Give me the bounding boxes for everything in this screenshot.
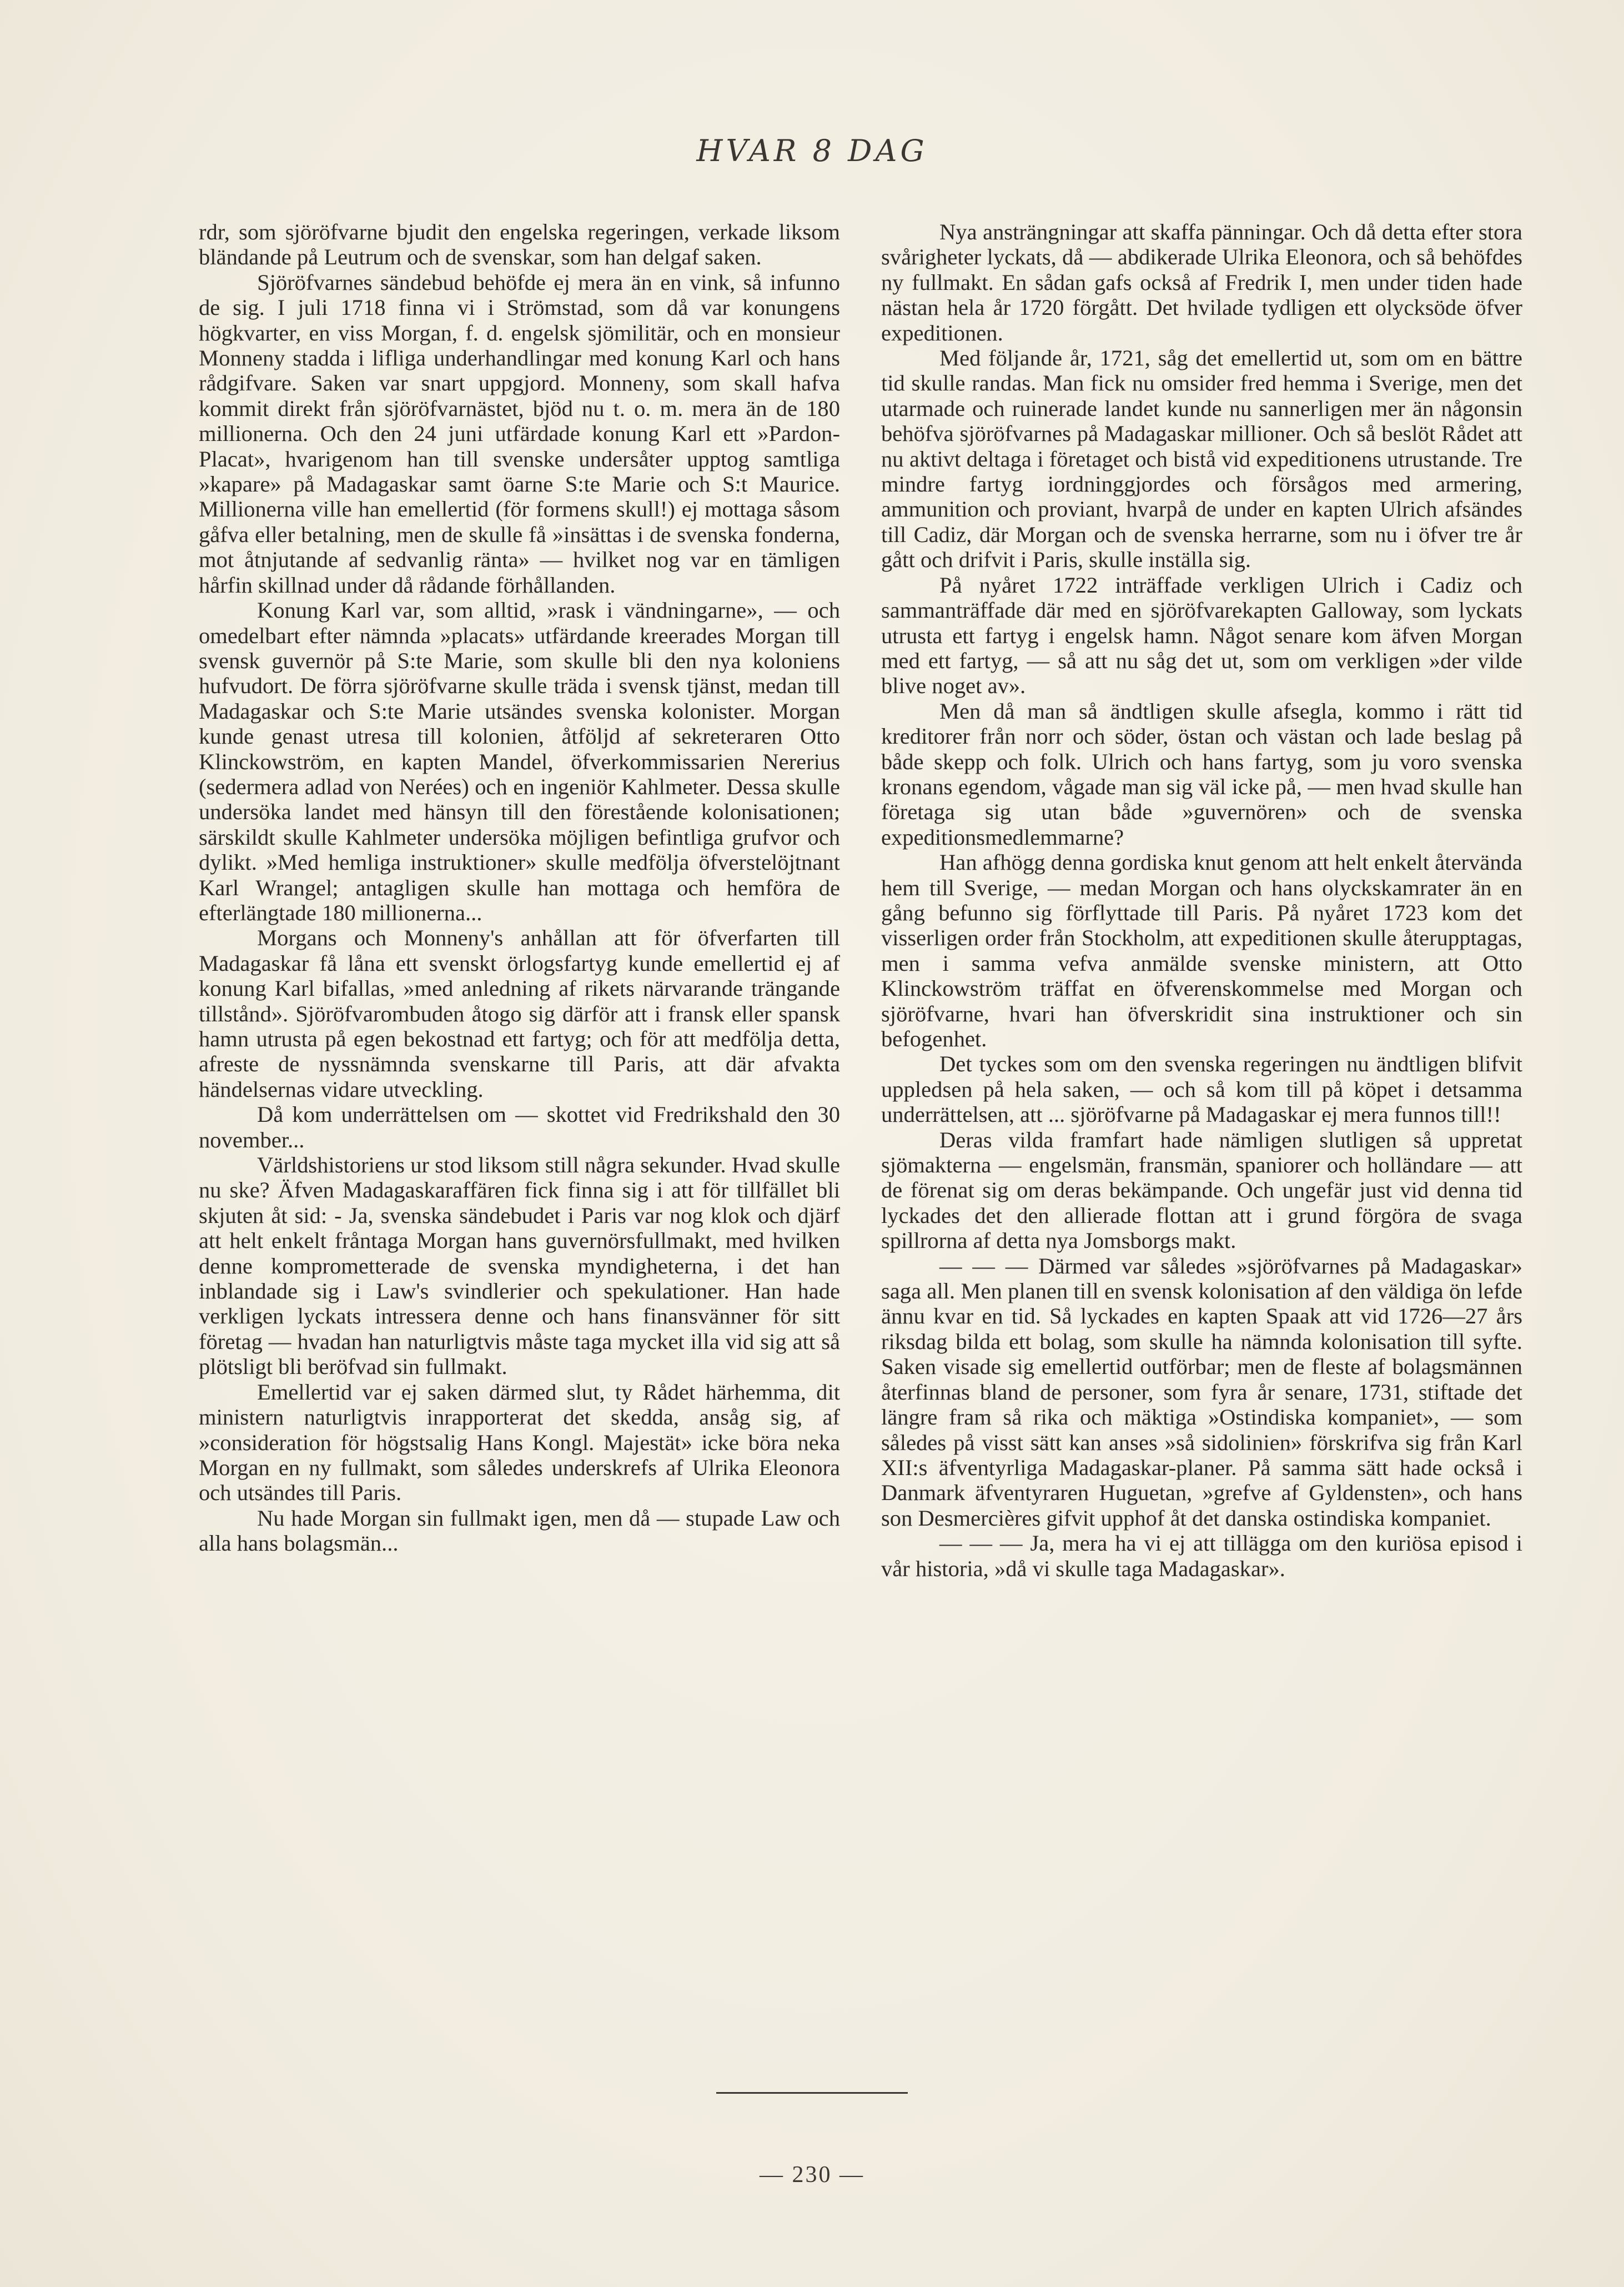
running-header: HVAR 8 DAG [696,133,928,168]
page-number: — 230 — [760,2162,864,2188]
paragraph: På nyåret 1722 inträffade verkligen Ulrich i Cadiz och sammanträffade där med en sjöröfvarekapten Galloway, som lyckats utrusta ett fartyg i engelsk hamn. Något senare kom äfven Morgan med ett fartyg, — så att nu såg det ut, som om verkligen »der vilde blive noget av». [881,572,1522,699]
right-column [881,219,1522,1581]
paragraph: Sjöröfvarnes sändebud behöfde ej mera än en vink, så infunno de sig. I juli 1718 finna vi i Strömstad, som då var konungens högkvarter, en viss Morgan, f. d. engelsk sjömilitär, och en monsieur Monneny stadda i lifliga underhandlingar med konung Karl och hans rådgifvare. Saken var snart uppgjord. Monneny, som skall hafva kommit direkt från sjöröfvarnästet, bjöd nu t. o. m. mera än de 180 millionerna. Och den 24 juni utfärdade konung Karl ett »Pardon-Placat», hvarigenom han till svenske undersåter upptog samtliga »kapare» på Madagaskar samt öarne S:te Marie och S:t Maurice. Millionerna ville han emellertid (för formens skull!) ej mottaga såsom gåfva eller betalning, men de skulle få »insättas i de svenska fonderna, mot åtnjutande af sedvanlig ränta» — hvilket nog var en tämligen hårfin skillnad under då rådande förhållanden. [199,269,840,598]
paragraph: Nya ansträngningar att skaffa pänningar. Och då detta efter stora svårigheter lyckats, då — abdikerade Ulrika Eleonora, och så behöfdes ny fullmakt. En sådan gafs också af Fredrik I, men under tiden hade nästan hela år 1720 förgått. Det hvilade tydligen ett olycksöde öfver expeditionen. [881,219,1522,345]
paragraph: Men då man så ändtligen skulle afsegla, kommo i rätt tid kreditorer från norr och söder, östan och västan och lade beslag på både skepp och folk. Ulrich och hans fartyg, som ju voro svenska kronans egendom, vågade man sig väl icke på, — men hvad skulle han företaga sig utan både »guvernören» och de svenska expeditionsmedlemmarne? [881,698,1522,850]
paragraph: Morgans och Monneny's anhållan att för öfverfarten till Madagaskar få låna ett svenskt örlogsfartyg kunde emellertid ej af konung Karl bifallas, »med anledning af rikets närvarande trängande tillstånd». Sjöröfvarombuden åtogo sig därför att i fransk eller spansk hamn utrusta på egen bekostnad ett fartyg; och för att medfölja detta, afreste de nyssnämnda svenskarne till Paris, att där afvakta händelsernas vidare utveckling. [199,925,840,1102]
paragraph: Det tyckes som om den svenska regeringen nu ändtligen blifvit uppledsen på hela saken, — och så kom till på köpet i detsamma underrättelsen, att ... sjöröfvarne på Madagaskar ej mera funnos till!! [881,1051,1522,1127]
paragraph: Emellertid var ej saken därmed slut, ty Rådet härhemma, dit ministern naturligtvis inrapporterat det skedda, ansåg sig, af »consideration för högstsalig Hans Kongl. Majestät» icke böra neka Morgan en ny fullmakt, som således underskrefs af Ulrika Eleonora och utsändes till Paris. [199,1379,840,1506]
paragraph: rdr, som sjöröfvarne bjudit den engelska regeringen, verkade liksom bländande på Leutrum och de svenskar, som han delgaf saken. [199,219,840,270]
paragraph: — — — Därmed var således »sjöröfvarnes på Madagaskar» saga all. Men planen till en svensk kolonisation af den väldiga ön lefde ännu kvar en tid. Så lyckades en kapten Spaak att vid 1726—27 års riksdag bilda ett bolag, som skulle ha nämnda kolonisation till syfte. Saken visade sig emellertid outförbar; men de fleste af bolagsmännen återfinnas bland de personer, som fyra år senare, 1731, stiftade det längre fram så rika och mäktiga »Ostindiska kompaniet», — som således på visst sätt kan anses »så sidolinien» förskrifva sig från Karl XII:s äfventyrliga Madagaskar-planer. På samma sätt hade också i Danmark äfventyraren Huguetan, »grefve af Gyldensten», och hans son Desmercières gifvit upphof åt det danska ostindiska kompaniet. [881,1253,1522,1531]
paragraph: — — — Ja, mera ha vi ej att tillägga om den kuriösa episod i vår historia, »då vi skulle taga Madagaskar». [881,1531,1522,1581]
paragraph: Han afhögg denna gordiska knut genom att helt enkelt återvända hem till Sverige, — medan Morgan och hans olyckskamrater än en gång befunno sig förflyttade till Paris. På nyåret 1723 kom det visserligen order från Stockholm, att expeditionen skulle återupptagas, men i samma vefva anmälde svenske ministern, att Otto Klinckowström träffat en öfverenskommelse med Morgan och sjöröfvarne, hvari han öfverskridit sina instruktioner och sin befogenhet. [881,850,1522,1051]
end-rule [716,2092,908,2094]
paragraph: Nu hade Morgan sin fullmakt igen, men då — stupade Law och alla hans bolagsmän... [199,1505,840,1556]
left-column [199,219,840,1556]
paragraph: Världshistoriens ur stod liksom still några sekunder. Hvad skulle nu ske? Äfven Madagaskaraffären fick finna sig i att för tillfället bli skjuten åt sid: - Ja, svenska sändebudet i Paris var nog klok och djärf att helt enkelt fråntaga Morgan hans guvernörsfullmakt, med hvilken denne komprometterade de svenska myndigheterna, i det han inblandade sig i Law's svindlerier och spekulationer. Han hade verkligen lyckats intressera denne och hans finansvänner för sitt företag — hvadan han naturligtvis måste taga mycket illa vid sig att så plötsligt bli beröfvad sin fullmakt. [199,1152,840,1380]
paragraph: Då kom underrättelsen om — skottet vid Fredrikshald den 30 november... [199,1102,840,1152]
paragraph: Deras vilda framfart hade nämligen slutligen så uppretat sjömakterna — engelsmän, fransmän, spaniorer och holländare — att de förenat sig om deras bekämpande. Och ungefär just vid denna tid lyckades det den allierade flottan att i grund förgöra de svaga spillrorna af detta nya Jomsborgs makt. [881,1127,1522,1253]
paragraph: Konung Karl var, som alltid, »rask i vändningarne», — och omedelbart efter nämnda »placats» utfärdande kreerades Morgan till svensk guvernör på S:te Marie, som skulle bli den nya koloniens hufvudort. De förra sjöröfvarne skulle träda i svensk tjänst, medan till Madagaskar och S:te Marie utsändes svenska kolonister. Morgan kunde genast utresa till kolonien, åtföljd af sekreteraren Otto Klinckowström, en kapten Mandel, öfverkommissarien Nererius (sedermera adlad von Nerées) och en ingeniör Kahlmeter. Dessa skulle undersöka landet med hänsyn till den förestående kolonisationen; särskildt skulle Kahlmeter undersöka möjligen befintliga grufvor och dylikt. »Med hemliga instruktioner» skulle medfölja öfverstelöjtnant Karl Wrangel; antagligen skulle han mottaga och hemföra de efterlängtade 180 millionerna... [199,598,840,925]
paragraph: Med följande år, 1721, såg det emellertid ut, som om en bättre tid skulle randas. Man fick nu omsider fred hemma i Sverige, men det utarmade och ruinerade landet kunde nu sannerligen mer än någonsin behöfva sjöröfvarnes på Madagaskar millioner. Och så beslöt Rådet att nu aktivt deltaga i företaget och bistå vid expeditionens utrustande. Tre mindre fartyg iordninggjordes och försågos med armering, ammunition och proviant, hvarpå de under en kapten Ulrich afsändes till Cadiz, där Morgan och de svenska herrarne, som nu i öfver tre år gått och drifvit i Paris, skulle inställa sig. [881,345,1522,573]
